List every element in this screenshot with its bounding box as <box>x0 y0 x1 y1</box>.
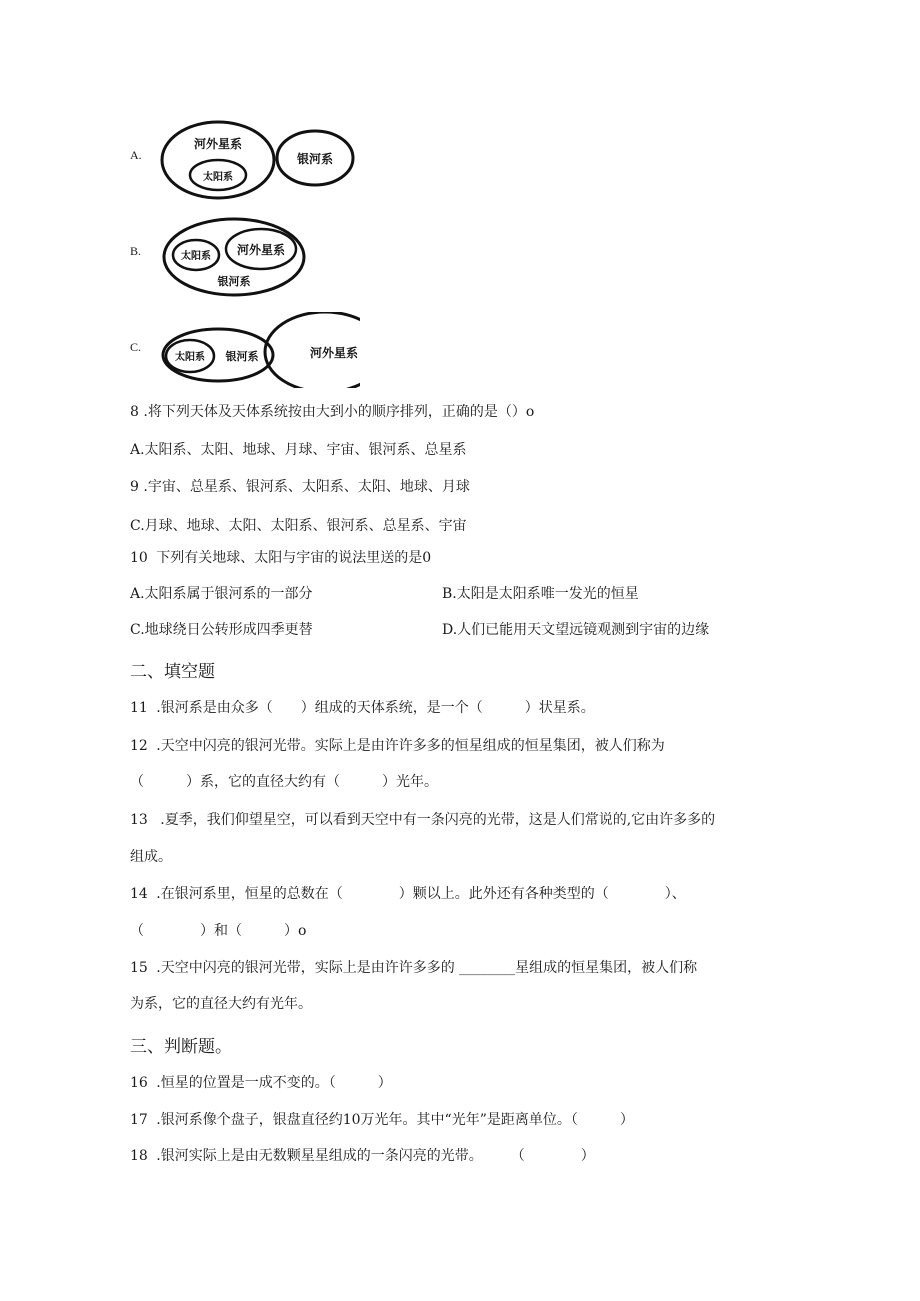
question-text: .宇宙、总星系、银河系、太阳系、太阳、地球、月球 <box>143 479 470 495</box>
section-2-heading: 二、填空题 <box>130 662 215 682</box>
question-10-option-d: D.人们已能用天文望远镜观测到宇宙的边缘 <box>442 622 710 638</box>
diagram-c-middle-label: 银河系 <box>225 350 259 363</box>
question-18 <box>130 1146 595 1166</box>
diagram-b-outer-label: 银河系 <box>217 275 251 288</box>
question-number: 15 <box>130 960 148 976</box>
question-number: 10 <box>130 550 148 566</box>
question-text: .银河系像个盘子，银盘直径约10万光年。其中“光年”是距离单位。（ ） <box>156 1112 634 1128</box>
question-8-option-a: A.太阳系、太阳、地球、月球、宇宙、银河系、总星系 <box>130 442 467 458</box>
question-number: 13 <box>130 812 148 828</box>
question-15-continued: 为系，它的直径大约有光年。 <box>130 996 312 1012</box>
question-text: .天空中闪亮的银河光带。实际上是由许许多多的恒星组成的恒星集团，被人们称为 <box>156 738 665 754</box>
question-13-continued: 组成。 <box>130 849 172 865</box>
question-text: .在银河系里，恒星的总数在（ ）颗以上。此外还有各种类型的（ ）、 <box>156 886 686 902</box>
question-text: .银河系是由众多（ ）组成的天体系统，是一个（ ）状星系。 <box>156 700 595 716</box>
diagram-a-side-label: 银河系 <box>296 152 334 166</box>
question-12-continued: （ ）系，它的直径大约有（ ）光年。 <box>130 774 438 790</box>
option-c-letter: C. <box>130 340 142 354</box>
question-number: 14 <box>130 886 148 902</box>
question-text: 下列有关地球、太阳与宇宙的说法里送的是0 <box>156 550 432 566</box>
question-number: 8 <box>130 404 139 420</box>
question-number: 18 <box>130 1148 148 1164</box>
question-number: 16 <box>130 1075 148 1091</box>
diagram-a-inner-label: 太阳系 <box>203 172 233 183</box>
question-10 <box>130 548 431 568</box>
diagram-b-inner1-label: 太阳系 <box>181 251 211 262</box>
question-text: .银河实际上是由无数颗星星组成的一条闪亮的光带。 （ ） <box>156 1148 595 1164</box>
question-8-option-c: C.月球、地球、太阳、太阳系、银河系、总星系、宇宙 <box>130 518 467 534</box>
question-number: 12 <box>130 738 148 754</box>
diagram-b-inner2-label: 河外星系 <box>236 243 286 257</box>
diagram-c-right-label: 河外星系 <box>309 346 359 360</box>
question-10-option-b: B.太阳是太阳系唯一发光的恒星 <box>442 586 639 602</box>
question-number: 9 <box>130 479 139 495</box>
question-text: .将下列天体及天体系统按由大到小的顺序排列，正确的是（）o <box>143 404 535 420</box>
question-text: .夏季，我们仰望星空，可以看到天空中有一条闪亮的光带，这是人们常说的,它由许多多的 <box>160 812 716 828</box>
question-number: 17 <box>130 1112 148 1128</box>
question-17 <box>130 1110 634 1130</box>
question-number: 11 <box>130 700 148 716</box>
diagram-b <box>162 215 312 299</box>
question-9 <box>130 477 470 497</box>
question-10-option-a: A.太阳系属于银河系的一部分 <box>130 586 313 602</box>
question-11 <box>130 698 595 718</box>
question-text: .恒星的位置是一成不变的。（ ） <box>156 1075 392 1091</box>
question-text: .天空中闪亮的银河光带，实际上是由许许多多的 ________星组成的恒星集团，被人们称 <box>156 960 698 976</box>
question-16 <box>130 1073 392 1093</box>
diagram-c-inner-label: 太阳系 <box>175 352 205 363</box>
question-15 <box>130 958 697 978</box>
section-3-heading: 三、判断题。 <box>130 1037 232 1057</box>
question-12 <box>130 736 665 756</box>
question-14 <box>130 884 686 904</box>
diagram-a-outer-label: 河外星系 <box>193 137 243 151</box>
question-13 <box>130 810 715 830</box>
option-b-letter: B. <box>130 244 142 258</box>
diagram-a <box>160 118 360 204</box>
diagram-c <box>160 312 362 388</box>
question-14-continued: （ ）和（ ）o <box>130 923 307 939</box>
question-10-option-c: C.地球绕日公转形成四季更替 <box>130 622 313 638</box>
option-a-letter: A. <box>130 148 142 162</box>
question-8 <box>130 402 534 422</box>
